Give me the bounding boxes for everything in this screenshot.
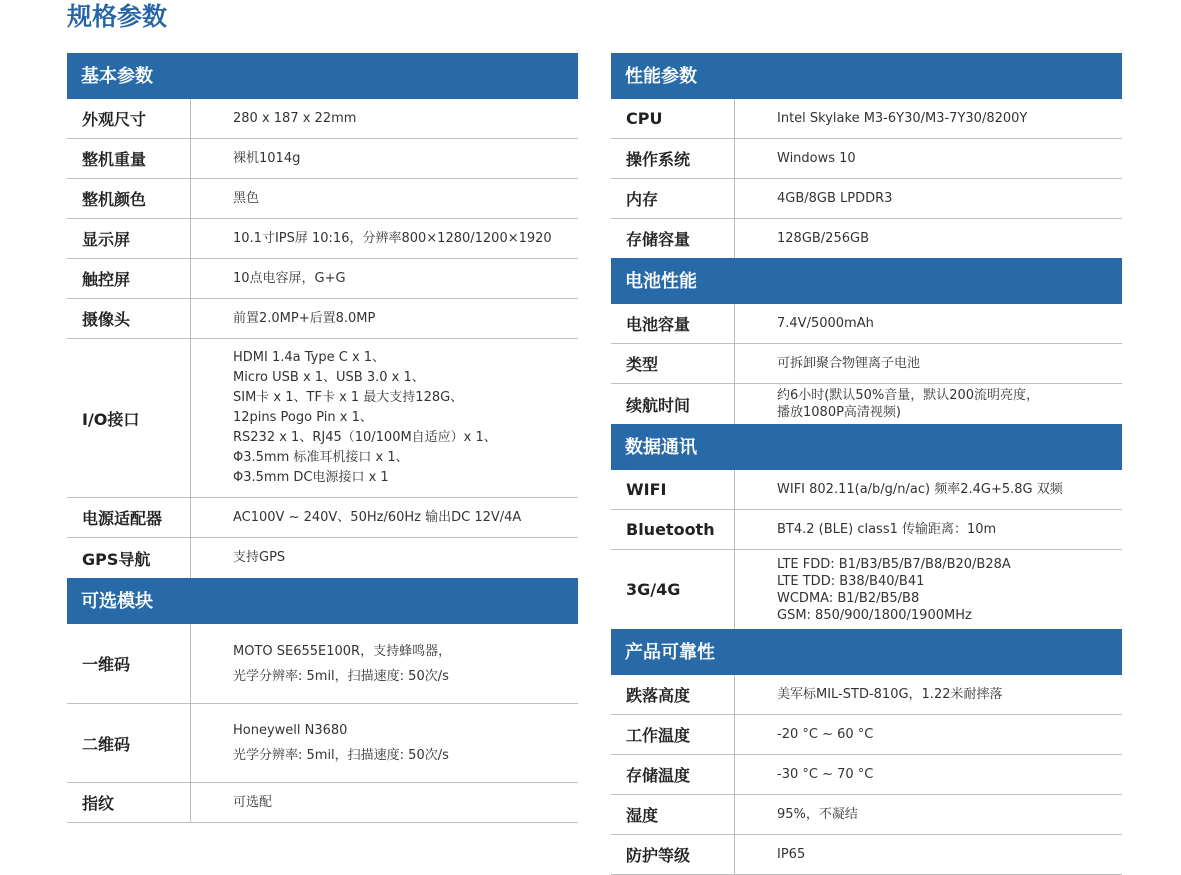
spec-row: [611, 550, 1122, 629]
spec-row: [67, 299, 578, 339]
spec-key: WIFI: [611, 470, 735, 509]
spec-value: LTE FDD: B1/B3/B5/B7/B8/B20/B28A LTE TDD: B38/B40/B41 WCDMA: B1/B2/B5/B8 GSM: 850/900/1800/1900MHz: [777, 556, 1011, 623]
spec-key: 二维码: [67, 704, 191, 782]
spec-key: I/O接口: [67, 339, 191, 497]
spec-value: 可选配: [233, 794, 273, 810]
spec-key: 电池容量: [611, 304, 735, 343]
spec-row: [67, 783, 578, 823]
spec-value: 美军标MIL-STD-810G，1.22米耐摔落: [777, 686, 1003, 702]
spec-value: Windows 10: [777, 150, 856, 166]
spec-row: [67, 538, 578, 578]
spec-row: [611, 835, 1122, 875]
spec-key: 触控屏: [67, 259, 191, 298]
spec-value: 95%，不凝结: [777, 806, 858, 822]
page-title: 规格参数: [67, 2, 168, 31]
section-header-comm: 数据通讯: [611, 424, 1122, 470]
spec-row: [611, 795, 1122, 835]
spec-key: GPS导航: [67, 538, 191, 578]
spec-key: 湿度: [611, 795, 735, 834]
spec-row: [67, 99, 578, 139]
spec-row: [67, 219, 578, 259]
spec-value: 黑色: [233, 190, 260, 206]
spec-key: 整机颜色: [67, 179, 191, 218]
left-column: [67, 53, 578, 823]
spec-row: [611, 675, 1122, 715]
spec-value: Honeywell N3680 光学分辨率: 5mil，扫描速度: 50次/s: [233, 723, 449, 763]
spec-key: CPU: [611, 99, 735, 138]
section-header-optional: 可选模块: [67, 578, 578, 624]
spec-row: [67, 179, 578, 219]
spec-value: IP65: [777, 846, 806, 862]
spec-key: 操作系统: [611, 139, 735, 178]
spec-row: [611, 99, 1122, 139]
spec-key: 工作温度: [611, 715, 735, 754]
spec-value: AC100V ~ 240V、50Hz/60Hz 输出DC 12V/4A: [233, 509, 522, 525]
spec-key: 一维码: [67, 624, 191, 703]
spec-row: [611, 384, 1122, 424]
spec-value: 4GB/8GB LPDDR3: [777, 190, 893, 206]
spec-row: [611, 470, 1122, 510]
spec-key: 电源适配器: [67, 498, 191, 537]
section-header-battery: 电池性能: [611, 258, 1122, 304]
spec-key: 存储容量: [611, 219, 735, 258]
spec-value: HDMI 1.4a Type C x 1、 Micro USB x 1、USB 3.0 x 1、 SIM卡 x 1、TF卡 x 1 最大支持128G、 12pins Pogo Pin x 1、 RS232 x 1、RJ45（10/100M自适应）x 1、 Φ3.5mm 标准耳机接口 x 1、 Φ3.5mm DC电源接口 x 1: [233, 350, 497, 485]
spec-row: [611, 219, 1122, 258]
spec-key: 内存: [611, 179, 735, 218]
spec-value: 裸机1014g: [233, 150, 301, 166]
spec-row: [611, 139, 1122, 179]
spec-value: 10点电容屏，G+G: [233, 270, 346, 286]
spec-key: 指纹: [67, 783, 191, 822]
spec-value: -20 °C ~ 60 °C: [777, 726, 874, 742]
section-header-reliability: 产品可靠性: [611, 629, 1122, 675]
spec-value: -30 °C ~ 70 °C: [777, 766, 874, 782]
spec-value: BT4.2 (BLE) class1 传输距离：10m: [777, 521, 997, 537]
spec-row: [67, 259, 578, 299]
spec-value: 128GB/256GB: [777, 230, 869, 246]
spec-row: [611, 344, 1122, 384]
spec-value: MOTO SE655E100R，支持蜂鸣器， 光学分辨率: 5mil，扫描速度: 50次/s: [233, 643, 452, 684]
spec-key: 3G/4G: [611, 550, 735, 629]
section-header-basic: 基本参数: [67, 53, 578, 99]
spec-value: 可拆卸聚合物锂离子电池: [777, 355, 921, 371]
spec-row: [611, 304, 1122, 344]
spec-key: 类型: [611, 344, 735, 383]
spec-key: 显示屏: [67, 219, 191, 258]
spec-row: [611, 510, 1122, 550]
spec-row: [611, 755, 1122, 795]
spec-value: 前置2.0MP+后置8.0MP: [233, 310, 376, 326]
spec-row: [67, 139, 578, 179]
spec-row: [67, 704, 578, 783]
spec-key: Bluetooth: [611, 510, 735, 549]
section-header-performance: 性能参数: [611, 53, 1122, 99]
spec-row: [611, 179, 1122, 219]
spec-value: Intel Skylake M3-6Y30/M3-7Y30/8200Y: [777, 110, 1028, 126]
spec-value: 约6小时(默认50%音量，默认200流明亮度， 播放1080P高清视频): [777, 388, 1040, 420]
spec-key: 存储温度: [611, 755, 735, 794]
spec-key: 整机重量: [67, 139, 191, 178]
spec-value: 280 x 187 x 22mm: [233, 110, 357, 126]
spec-key: 摄像头: [67, 299, 191, 338]
spec-value: 支持GPS: [233, 550, 286, 565]
spec-key: 外观尺寸: [67, 99, 191, 138]
spec-row: [611, 715, 1122, 755]
spec-key: 防护等级: [611, 835, 735, 874]
spec-value: 7.4V/5000mAh: [777, 315, 874, 331]
spec-key: 续航时间: [611, 384, 735, 424]
spec-row: [67, 339, 578, 498]
spec-row: [67, 624, 578, 704]
spec-row: [67, 498, 578, 538]
spec-value: 10.1寸IPS屏 10:16，分辨率800×1280/1200×1920: [233, 230, 552, 246]
spec-value: WIFI 802.11(a/b/g/n/ac) 频率2.4G+5.8G 双频: [777, 481, 1063, 497]
right-column: [611, 53, 1122, 875]
spec-key: 跌落高度: [611, 675, 735, 714]
